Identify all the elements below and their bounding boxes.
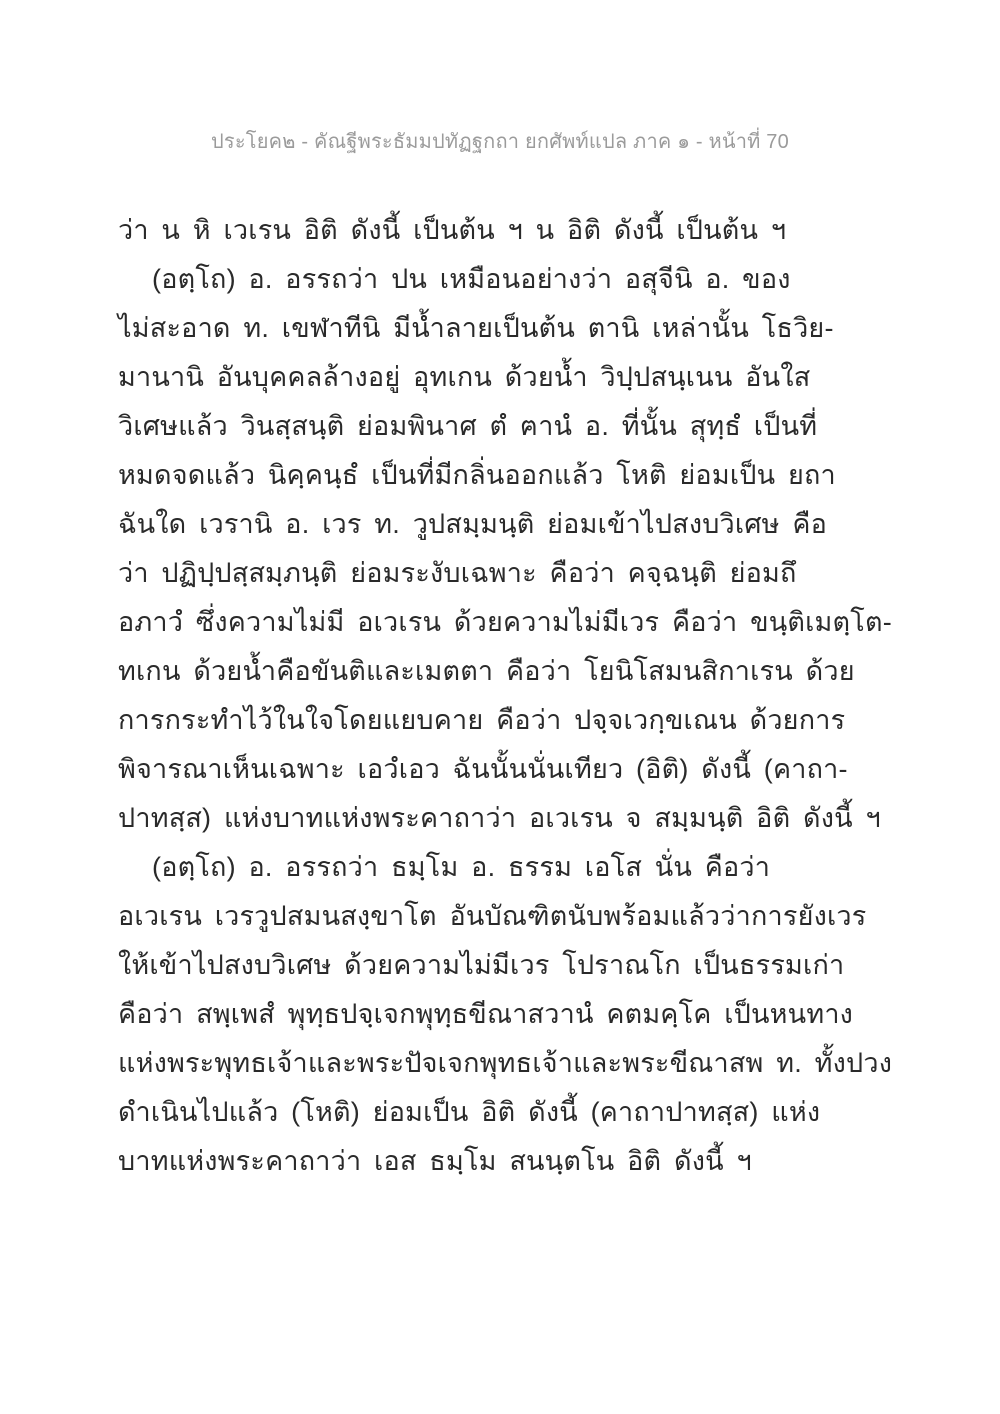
text-line: หมดจดแล้ว นิคฺคนฺธํ เป็นที่มีกลิ่นออกแล้ว โหติ ย่อมเป็น ยถา xyxy=(118,460,836,490)
text-line: ไม่สะอาด ท. เขฬาทีนิ มีน้ำลายเป็นต้น ตานิ เหล่านั้น โธวิย- xyxy=(118,313,834,343)
text-line: วิเศษแล้ว วินสฺสนฺติ ย่อมพินาศ ตํ ฅานํ อ. ที่นั้น สุทฺธํ เป็นที่ xyxy=(118,411,818,441)
text-line: ปาทสฺส) แห่งบาทแห่งพระคาถาว่า อเวเรน จ สมฺมนฺติ อิติ ดังนี้ ฯ xyxy=(118,803,881,833)
text-line: อเวเรน เวรวูปสมนสงฺขาโต อันบัณฑิตนับพร้อมแล้วว่าการยังเวร xyxy=(118,901,867,931)
text-line: ให้เข้าไปสงบวิเศษ ด้วยความไม่มีเวร โปราณโก เป็นธรรมเก่า xyxy=(118,950,845,980)
text-line: พิจารณาเห็นเฉพาะ เอวํเอว ฉันนั้นนั่นเทียว (อิติ) ดังนี้ (คาถา- xyxy=(118,754,848,784)
text-line: อภาวํ ซึ่งความไม่มี อเวเรน ด้วยความไม่มีเวร คือว่า ขนฺติเมตฺโต- xyxy=(118,607,892,637)
text-line: ทเกน ด้วยน้ำคือขันติและเมตตา คือว่า โยนิโสมนสิกาเรน ด้วย xyxy=(118,656,855,686)
text-line: แห่งพระพุทธเจ้าและพระปัจเจกพุทธเจ้าและพระขีณาสพ ท. ทั้งปวง xyxy=(118,1048,893,1078)
text-line: มานานิ อันบุคคลล้างอยู่ อุทเกน ด้วยน้ำ วิปฺปสนฺเนน อันใส xyxy=(118,362,811,392)
text-line: บาทแห่งพระคาถาว่า เอส ธมฺโม สนนฺตโน อิติ ดังนี้ ฯ xyxy=(118,1146,752,1176)
text-line: ว่า ปฏิปฺปสฺสมฺภนฺติ ย่อมระงับเฉพาะ คือว่า คจฺฉนฺติ ย่อมถึ xyxy=(118,558,797,588)
body-text xyxy=(118,206,908,1186)
page-header: ประโยค๒ - คัณฐีพระธัมมปทัฏฐกถา ยกศัพท์แปล ภาค ๑ - หน้าที่ 70 xyxy=(211,131,789,153)
text-line: คือว่า สพฺเพสํ พุทฺธปจฺเจกพุทฺธขีณาสวานํ คตมคฺโค เป็นหนทาง xyxy=(118,999,854,1029)
text-line: การกระทำไว้ในใจโดยแยบคาย คือว่า ปจฺจเวกฺขเณน ด้วยการ xyxy=(118,705,846,735)
text-line: ดำเนินไปแล้ว (โหติ) ย่อมเป็น อิติ ดังนี้ (คาถาปาทสฺส) แห่ง xyxy=(118,1097,821,1127)
text-line: ฉันใด เวรานิ อ. เวร ท. วูปสมฺมนฺติ ย่อมเข้าไปสงบวิเศษ คือ xyxy=(118,509,828,539)
text-line: ว่า น หิ เวเรน อิติ ดังนี้ เป็นต้น ฯ น อิติ ดังนี้ เป็นต้น ฯ xyxy=(118,215,787,245)
text-line: (อตฺโถ) อ. อรรถว่า ปน เหมือนอย่างว่า อสุจีนิ อ. ของ xyxy=(152,264,791,294)
text-line: (อตฺโถ) อ. อรรถว่า ธมฺโม อ. ธรรม เอโส นั่น คือว่า xyxy=(152,852,771,882)
